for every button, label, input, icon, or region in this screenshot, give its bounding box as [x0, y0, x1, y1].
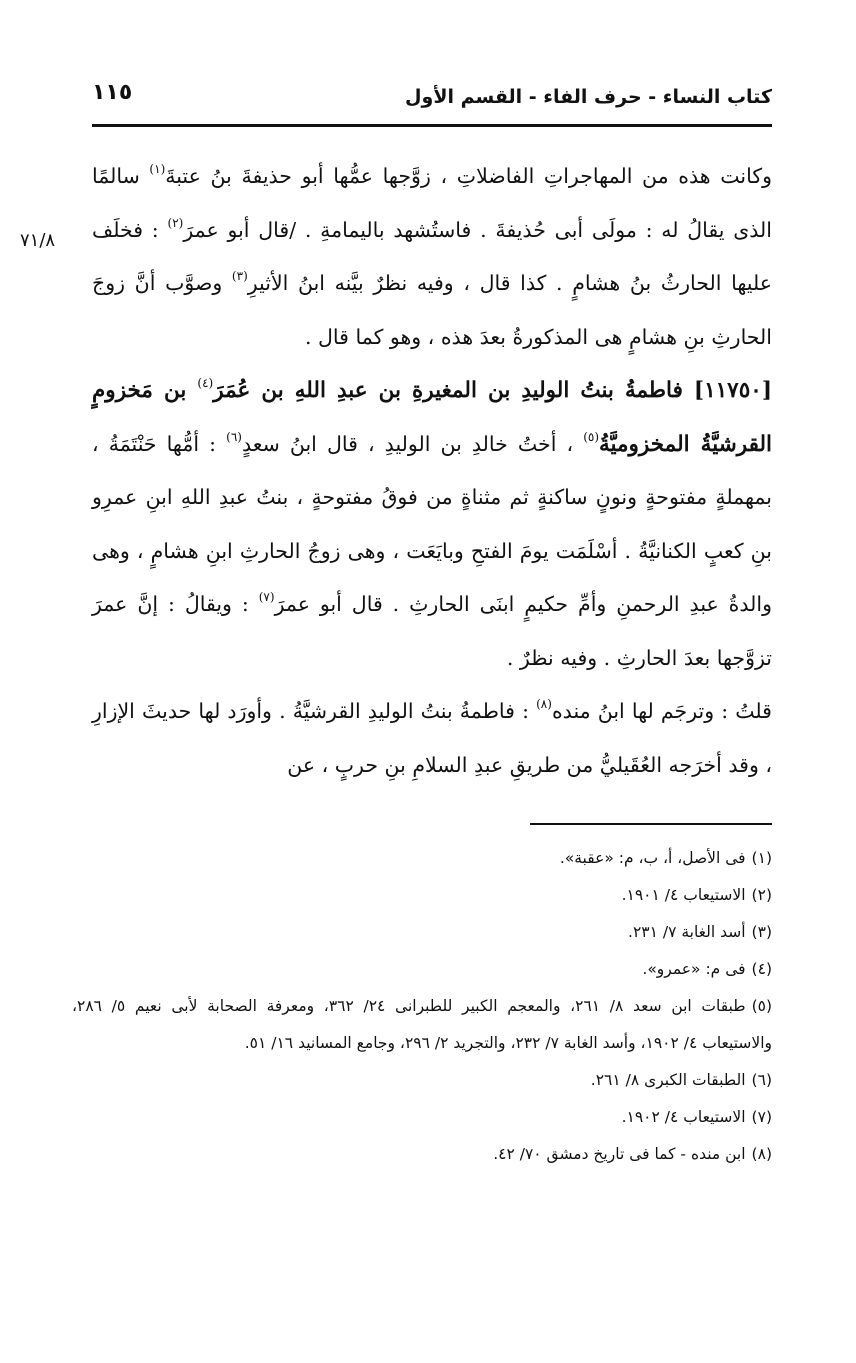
footnote-item: (٧)الاستيعاب ٤/ ١٩٠٢. — [621, 1108, 772, 1126]
paragraph-2-entry: [١١٧٥٠] فاطمةُ بنتُ الوليدِ بن المغيرةِ بن عبدِ اللهِ بن عُمَرَ$^{(٤)}$ بن مَخزومٍ القرشيَّةُ المخزوميَّةُ$^{(٥)}$ ، أختُ خالدِ بن الوليدِ ، قال ابنُ سعدٍ$^{(٦)}$ : أمُّها حَنْتَمَةُ ، بمهملةٍ مفتوحةٍ ونونٍ ساكنةٍ ثم مثناةٍ من فوقُ مفتوحةٍ ، بنتُ عبدِ اللهِ ابنِ عمرِو بنِ كعبٍ الكنانيَّةُ . أسْلَمَت يومَ الفتحِ وبايَعَت ، وهى زوجُ الحارثِ ابنِ هشامٍ ، وهى والدةُ عبدِ الرحمنِ وأمِّ حكيمٍ ابنَى الحارثِ . قال أبو عمرَ$^{(٧)}$ : ويقالُ : إنَّ عمرَ تزوَّجها بعدَ الحارثِ . وفيه نظرٌ . — [92, 376, 773, 670]
footnote-ref-2: (٢) — [167, 215, 184, 230]
footnote-list — [72, 840, 772, 1173]
footnote-item: (١)فى الأصل، أ، ب، م: «عقبة». — [559, 849, 772, 867]
footnote-item: (٨)ابن منده - كما فى تاريخ دمشق ٧٠/ ٤٢. — [493, 1145, 772, 1163]
margin-reference: ٧١/٨ — [20, 230, 56, 251]
running-header — [92, 78, 772, 118]
footnote-item: (٤)فى م: «عمرو». — [642, 960, 772, 978]
entry-heading: [١١٧٥٠] فاطمةُ بنتُ الوليدِ بن المغيرةِ بن عبدِ اللهِ بن عُمَرَ — [213, 378, 772, 403]
paragraph-1: وكانت هذه من المهاجراتِ الفاضلاتِ ، زوَّجها عمُّها أبو حذيفةَ بنُ عتبةَ$^{(١)}$ سالمًا الذى يقالُ له : مولَى أبى حُذيفةَ . فاستُشهد باليمامةِ . /قال أبو عمرَ$^{(٢)}$ : فخلَف عليها الحارثُ بنُ هشامٍ . كذا قال ، وفيه نظرٌ بيَّنه ابنُ الأثيرِ$^{(٣)}$ وصوَّب أنَّ زوجَ الحارثِ بنِ هشامٍ هى المذكورةُ بعدَ هذه ، وهو كما قال . — [92, 162, 772, 349]
header-divider — [92, 124, 772, 127]
footnote-ref-7: (٧) — [258, 590, 275, 604]
footnote-item: (٣)أسد الغابة ٧/ ٢٣١. — [628, 923, 772, 941]
footnote-divider — [530, 823, 772, 825]
entry-heading-continued: بن مَخزومٍ القرشيَّةُ المخزوميَّةُ — [92, 378, 772, 457]
footnote-ref-8: (٨) — [536, 697, 552, 711]
running-title: كتاب النساء - حرف الفاء - القسم الأول — [405, 86, 772, 108]
footnotes — [72, 840, 772, 1173]
footnote-ref-6: (٦) — [226, 429, 242, 444]
footnote-ref-5: (٥) — [583, 429, 600, 444]
footnote-item: (٢)الاستيعاب ٤/ ١٩٠١. — [621, 886, 772, 904]
footnote-ref-4: (٤) — [197, 376, 214, 390]
footnote-ref-3: (٣) — [231, 269, 248, 283]
footnote-ref-1: (١) — [149, 162, 166, 176]
paragraph-3: قلتُ : وترجَم لها ابنُ منده$^{(٨)}$ : فاطمةُ بنتُ الوليدِ القرشيَّةُ . وأورَد لها حديثَ الإزارِ ، وقد أخرَجه العُقَيليُّ من طريقِ عبدِ السلامِ بنِ حربٍ ، عن — [92, 697, 772, 777]
page-number: ١١٥ — [92, 80, 133, 105]
main-text — [92, 150, 772, 792]
footnote-item: (٦)الطبقات الكبرى ٨/ ٢٦١. — [590, 1071, 772, 1089]
footnote-item: (٥)طبقات ابن سعد ٨/ ٢٦١، والمعجم الكبير للطبرانى ٢٤/ ٣٦٢، ومعرفة الصحابة لأبى نعيم ٥/ ٢٨٦، والاستيعاب ٤/ ١٩٠٢، وأسد الغابة ٧/ ٢٣٢، والتجريد ٢/ ٢٩٦، وجامع المسانيد ١٦/ ٥١. — [72, 997, 773, 1052]
